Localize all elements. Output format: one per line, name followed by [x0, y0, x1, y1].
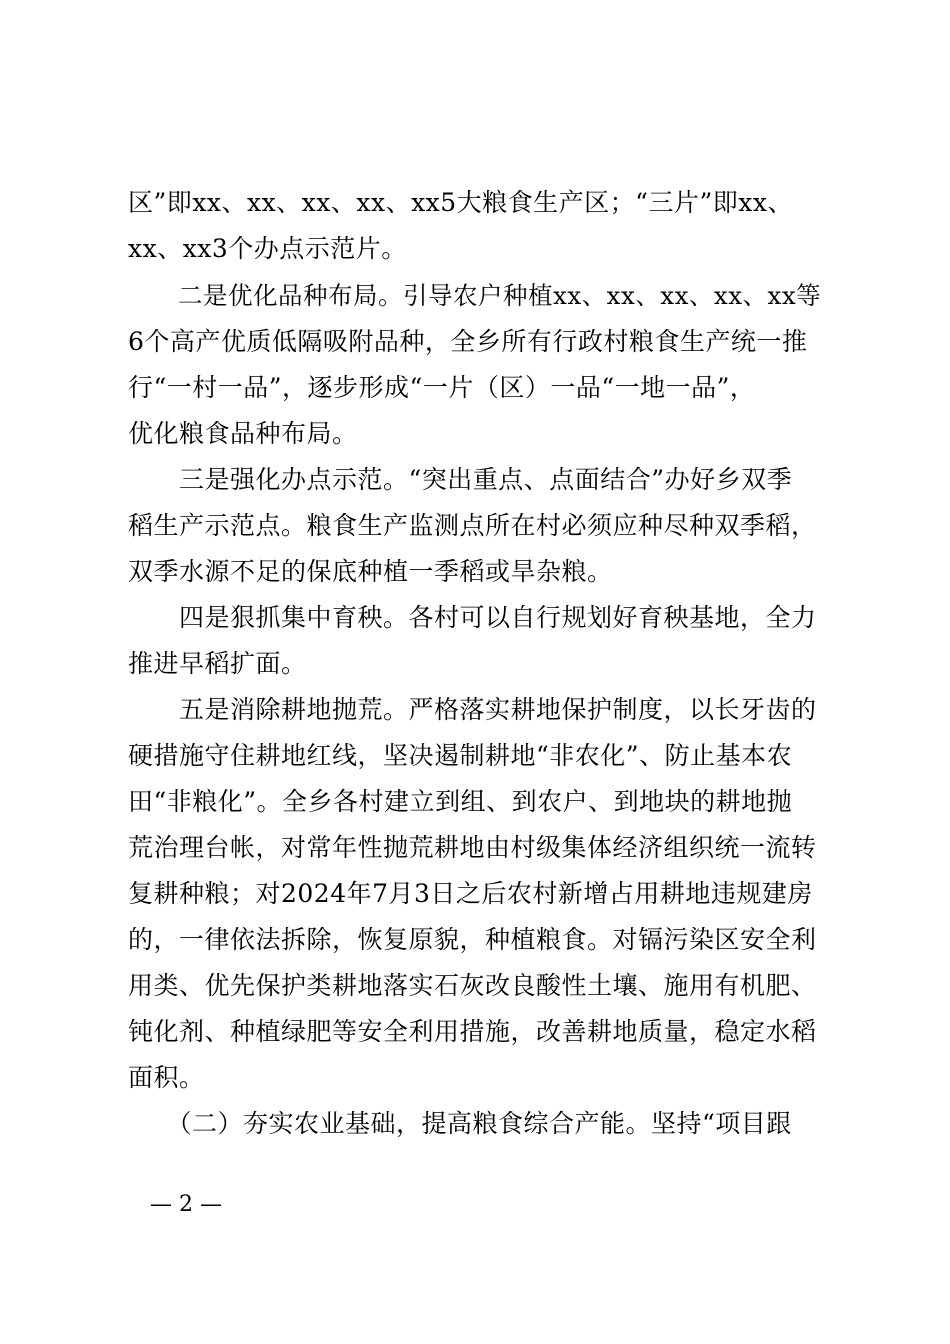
- text-line: 钝化剂、种植绿肥等安全利用措施，改善耕地质量，稳定水稻: [128, 1017, 817, 1046]
- text-line: 田“非粮化”。全乡各村建立到组、到农户、到地块的耕地抛: [128, 787, 793, 816]
- text-line: 稻生产示范点。粮食生产监测点所在村必须应种尽种双季稻，: [128, 511, 817, 540]
- text-line: 6个高产优质低隔吸附品种，全乡所有行政村粮食生产统一推: [128, 327, 808, 356]
- text-line: 区”即xx、xx、xx、xx、xx5大粮食生产区；“三片”即xx、: [128, 188, 793, 217]
- text-line: 推进早稻扩面。: [128, 649, 307, 678]
- text-line: 复耕种粮；对2024年7月3日之后农村新增占用耕地违规建房: [128, 879, 813, 908]
- text-line: xx、xx3个办点示范片。: [128, 234, 407, 263]
- text-line: 的，一律依法拆除，恢复原貌，种植粮食。对镉污染区安全利: [128, 925, 817, 954]
- text-line: 优化粮食品种布局。: [128, 419, 358, 448]
- text-line: 用类、优先保护类耕地落实石灰改良酸性土壤、施用有机肥、: [128, 971, 817, 1000]
- text-line: （二）夯实农业基础，提高粮食综合产能。坚持“项目跟: [128, 1109, 792, 1138]
- text-line: 面积。: [128, 1063, 205, 1092]
- page-number: — 2 —: [150, 1192, 222, 1217]
- text-line: 双季水源不足的保底种植一季稻或旱杂粮。: [128, 557, 613, 586]
- text-line: 三是强化办点示范。“突出重点、点面结合”办好乡双季: [128, 465, 793, 494]
- text-line: 五是消除耕地抛荒。严格落实耕地保护制度，以长牙齿的: [128, 695, 817, 724]
- text-line: 行“一村一品”，逐步形成“一片（区）一品“一地一品”，: [128, 373, 756, 402]
- text-line: 四是狠抓集中育秧。各村可以自行规划好育秧基地，全力: [128, 603, 817, 632]
- text-line: 荒治理台帐，对常年性抛荒耕地由村级集体经济组织统一流转: [128, 833, 817, 862]
- text-line: 二是优化品种布局。引导农户种植xx、xx、xx、xx、xx等: [128, 281, 822, 310]
- text-line: 硬措施守住耕地红线，坚决遏制耕地“非农化”、防止基本农: [128, 741, 793, 770]
